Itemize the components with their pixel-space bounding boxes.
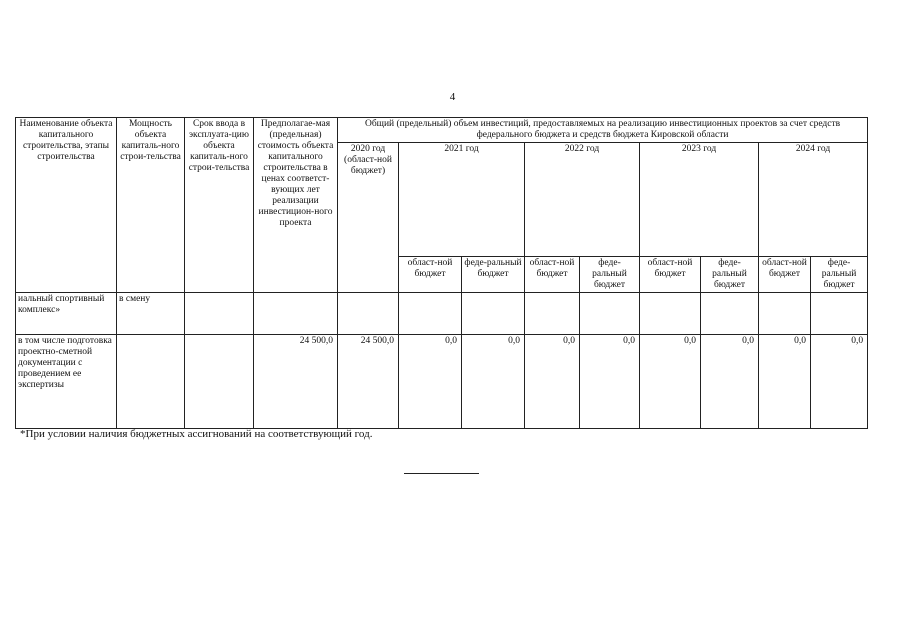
divider-line	[404, 473, 479, 474]
row-term	[185, 293, 254, 335]
header-name: Наименование объекта капитального строительства, этапы строительства	[16, 118, 117, 293]
row-value: 0,0	[399, 335, 462, 429]
header-term: Срок ввода в эксплуата-цию объекта капиталь-ного строи-тельства	[185, 118, 254, 293]
row-value	[811, 293, 868, 335]
row-capacity: в смену	[117, 293, 185, 335]
header-year-2020	[338, 143, 399, 293]
row-value	[525, 293, 580, 335]
row-cost	[254, 293, 338, 335]
row-value	[640, 293, 701, 335]
row-value	[580, 293, 640, 335]
header-year-2024: 2024 год	[759, 143, 868, 257]
header-year-2023: 2023 год	[640, 143, 759, 257]
investment-table	[15, 117, 868, 429]
row-capacity	[117, 335, 185, 429]
header-cost: Предполагае-мая (предельная) стоимость объекта капитального строительства в ценах соответст-вующих лет реализации инвестицион-ного проекта	[254, 118, 338, 293]
header-sub-federal: феде-ральный бюджет	[462, 257, 525, 293]
header-row-1	[16, 118, 868, 143]
footnote: *При условии наличия бюджетных ассигнований на соответствующий год.	[20, 428, 373, 440]
header-sub-federal: феде-ральный бюджет	[701, 257, 759, 293]
row-value: 24 500,0	[338, 335, 399, 429]
row-value: 0,0	[640, 335, 701, 429]
row-value	[701, 293, 759, 335]
header-sub-regional: област-ной бюджет	[759, 257, 811, 293]
header-sub-federal: феде-ральный бюджет	[580, 257, 640, 293]
row-value	[338, 293, 399, 335]
row-name: в том числе подготовка проектно-сметной документации с проведением ее экспертизы	[16, 335, 117, 429]
header-sub-regional: област-ной бюджет	[640, 257, 701, 293]
row-value: 0,0	[759, 335, 811, 429]
header-year-2022: 2022 год	[525, 143, 640, 257]
header-year-2020-sub: (област-ной бюджет)	[344, 155, 392, 176]
row-value	[399, 293, 462, 335]
header-capacity: Мощность объекта капиталь-ного строи-тельства	[117, 118, 185, 293]
row-value: 0,0	[525, 335, 580, 429]
header-total: Общий (предельный) объем инвестиций, предоставляемых на реализацию инвестиционных проектов за счет средств федерального бюджета и средств бюджета Кировской области	[338, 118, 868, 143]
row-name: иальный спортивный комплекс»	[16, 293, 117, 335]
table-row	[16, 335, 868, 429]
header-year-2021: 2021 год	[399, 143, 525, 257]
row-value: 0,0	[462, 335, 525, 429]
header-sub-regional: област-ной бюджет	[525, 257, 580, 293]
row-value	[759, 293, 811, 335]
row-cost: 24 500,0	[254, 335, 338, 429]
header-year-2020-label: 2020 год	[350, 144, 386, 154]
header-sub-regional: област-ной бюджет	[399, 257, 462, 293]
row-term	[185, 335, 254, 429]
table-row	[16, 293, 868, 335]
page-number: 4	[449, 91, 456, 103]
header-sub-federal: феде-ральный бюджет	[811, 257, 868, 293]
row-value: 0,0	[811, 335, 868, 429]
row-value: 0,0	[701, 335, 759, 429]
row-value	[462, 293, 525, 335]
row-value: 0,0	[580, 335, 640, 429]
